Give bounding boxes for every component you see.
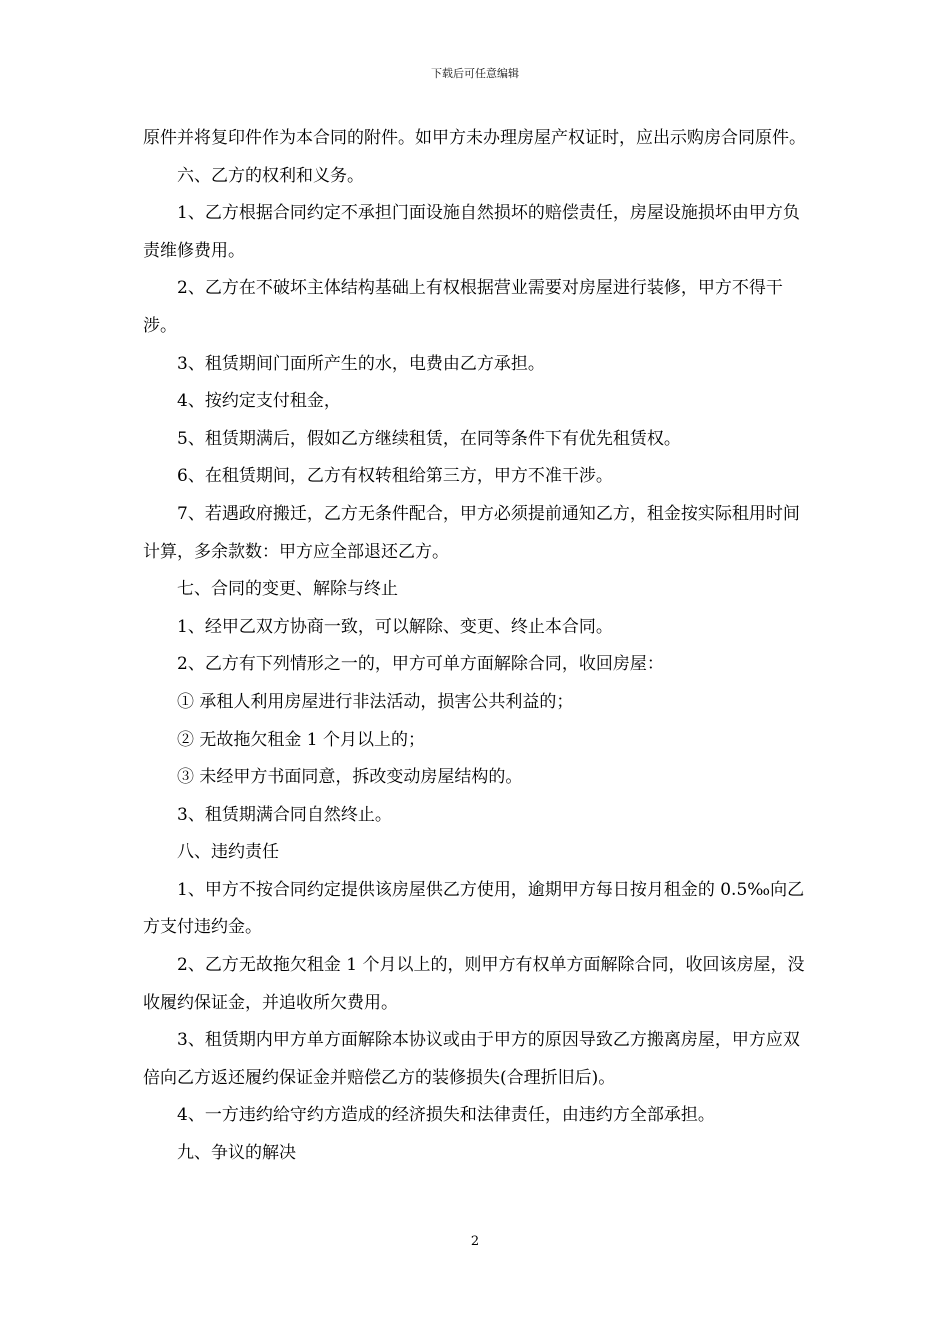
page-header: 下载后可任意编辑 xyxy=(431,67,519,80)
clause-6-3: 3、租赁期间门面所产生的水，电费由乙方承担。 xyxy=(177,353,545,374)
clause-6-5: 5、租赁期满后，假如乙方继续租赁，在同等条件下有优先租赁权。 xyxy=(177,428,681,449)
section-heading-8: 八、违约责任 xyxy=(177,842,279,863)
section-heading-6: 六、乙方的权利和义务。 xyxy=(177,165,364,186)
clause-7-1: 1、经甲乙双方协商一致，可以解除、变更、终止本合同。 xyxy=(177,616,613,637)
clause-8-3: 3、租赁期内甲方单方面解除本协议或由于甲方的原因导致乙方搬离房屋，甲方应双倍向乙方返还履约保证金并赔偿乙方的装修损失(合理折旧后)。 xyxy=(143,1030,800,1088)
clause-6-2: 2、乙方在不破坏主体结构基础上有权根据营业需要对房屋进行装修，甲方不得干涉。 xyxy=(143,278,783,336)
clause-6-4: 4、按约定支付租金， xyxy=(177,391,341,412)
clause-6-7: 7、若遇政府搬迁，乙方无条件配合，甲方必须提前通知乙方，租金按实际租用时间计算，多余款数：甲方应全部退还乙方。 xyxy=(143,503,800,562)
clause-7-2-item-1: ① 承租人利用房屋进行非法活动，损害公共利益的； xyxy=(177,691,574,712)
clause-6-1: 1、乙方根据合同约定不承担门面设施自然损坏的赔偿责任，房屋设施损坏由甲方负责维修费用。 xyxy=(143,203,800,261)
section-heading-7: 七、合同的变更、解除与终止 xyxy=(177,579,398,600)
clause-7-2: 2、乙方有下列情形之一的，甲方可单方面解除合同，收回房屋： xyxy=(177,654,664,675)
clause-8-4: 4、一方违约给守约方造成的经济损失和法律责任，由违约方全部承担。 xyxy=(177,1105,715,1126)
clause-8-1: 1、甲方不按合同约定提供该房屋供乙方使用，逾期甲方每日按月租金的 0.5‰向乙方支付违约金。 xyxy=(143,879,805,938)
clause-8-2: 2、乙方无故拖欠租金 1 个月以上的，则甲方有权单方面解除合同，收回该房屋，没收履约保证金，并追收所欠费用。 xyxy=(143,955,805,1013)
document-body xyxy=(143,120,811,1173)
clause-7-2-item-2: ② 无故拖欠租金 1 个月以上的； xyxy=(177,729,426,750)
section-heading-9: 九、争议的解决 xyxy=(177,1143,296,1164)
clause-7-3: 3、租赁期满合同自然终止。 xyxy=(177,804,392,825)
clause-7-2-item-3: ③ 未经甲方书面同意，拆改变动房屋结构的。 xyxy=(177,767,523,788)
page-number: 2 xyxy=(470,1234,480,1249)
paragraph-continuation: 原件并将复印件作为本合同的附件。如甲方未办理房屋产权证时，应出示购房合同原件。 xyxy=(143,128,806,148)
clause-6-6: 6、在租赁期间，乙方有权转租给第三方，甲方不准干涉。 xyxy=(177,466,613,487)
